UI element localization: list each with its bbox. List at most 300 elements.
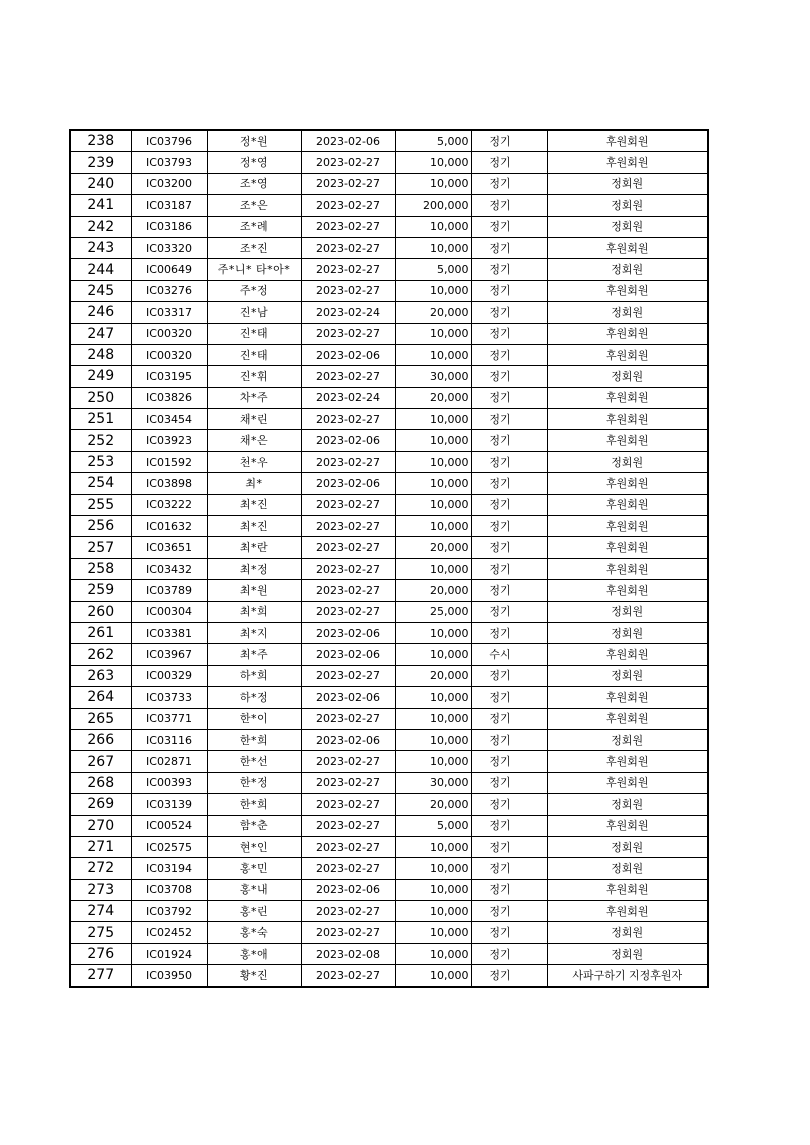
payment-type-cell: 정기 [471, 409, 547, 430]
member-name-cell: 한*선 [207, 751, 301, 772]
member-id-cell: IC03789 [131, 580, 207, 601]
payment-amount-cell: 5,000 [395, 815, 471, 836]
payment-type-cell: 정기 [471, 451, 547, 472]
payment-type-cell: 정기 [471, 580, 547, 601]
member-category-cell: 후원회원 [547, 387, 708, 408]
row-number-cell: 271 [70, 836, 131, 857]
payment-type-cell: 정기 [471, 387, 547, 408]
table-row [70, 516, 708, 537]
member-id-cell: IC03708 [131, 879, 207, 900]
member-name-cell: 최*진 [207, 516, 301, 537]
member-name-cell: 하*정 [207, 687, 301, 708]
donation-table [69, 129, 709, 988]
member-category-cell: 정회원 [547, 302, 708, 323]
member-category-cell: 사파구하기 지정후원자 [547, 965, 708, 987]
member-name-cell: 하*희 [207, 665, 301, 686]
table-row [70, 622, 708, 643]
payment-date-cell: 2023-02-27 [301, 922, 395, 943]
table-row [70, 708, 708, 729]
payment-amount-cell: 20,000 [395, 665, 471, 686]
member-category-cell: 정회원 [547, 922, 708, 943]
row-number-cell: 256 [70, 516, 131, 537]
payment-date-cell: 2023-02-27 [301, 259, 395, 280]
table-row [70, 965, 708, 987]
member-name-cell: 조*례 [207, 216, 301, 237]
member-id-cell: IC03381 [131, 622, 207, 643]
member-category-cell: 후원회원 [547, 494, 708, 515]
member-id-cell: IC03200 [131, 173, 207, 194]
member-id-cell: IC03186 [131, 216, 207, 237]
row-number-cell: 274 [70, 901, 131, 922]
payment-amount-cell: 30,000 [395, 772, 471, 793]
row-number-cell: 249 [70, 366, 131, 387]
payment-date-cell: 2023-02-27 [301, 708, 395, 729]
payment-date-cell: 2023-02-27 [301, 409, 395, 430]
row-number-cell: 251 [70, 409, 131, 430]
member-name-cell: 주*정 [207, 280, 301, 301]
member-name-cell: 최*진 [207, 494, 301, 515]
row-number-cell: 276 [70, 943, 131, 964]
payment-type-cell: 정기 [471, 173, 547, 194]
member-name-cell: 한*정 [207, 772, 301, 793]
member-name-cell: 최* [207, 473, 301, 494]
payment-date-cell: 2023-02-27 [301, 152, 395, 173]
payment-type-cell: 정기 [471, 302, 547, 323]
payment-amount-cell: 20,000 [395, 537, 471, 558]
payment-date-cell: 2023-02-24 [301, 302, 395, 323]
payment-amount-cell: 10,000 [395, 879, 471, 900]
table-row [70, 580, 708, 601]
member-name-cell: 진*휘 [207, 366, 301, 387]
table-row [70, 665, 708, 686]
member-id-cell: IC03454 [131, 409, 207, 430]
member-id-cell: IC02452 [131, 922, 207, 943]
table-row [70, 451, 708, 472]
payment-amount-cell: 20,000 [395, 794, 471, 815]
table-row [70, 879, 708, 900]
member-id-cell: IC01592 [131, 451, 207, 472]
member-category-cell: 후원회원 [547, 537, 708, 558]
payment-date-cell: 2023-02-06 [301, 644, 395, 665]
member-id-cell: IC02871 [131, 751, 207, 772]
table-row [70, 558, 708, 579]
member-id-cell: IC03733 [131, 687, 207, 708]
member-name-cell: 최*원 [207, 580, 301, 601]
payment-date-cell: 2023-02-27 [301, 751, 395, 772]
payment-type-cell: 정기 [471, 516, 547, 537]
payment-type-cell: 정기 [471, 622, 547, 643]
table-row [70, 259, 708, 280]
row-number-cell: 277 [70, 965, 131, 987]
payment-amount-cell: 10,000 [395, 152, 471, 173]
row-number-cell: 262 [70, 644, 131, 665]
member-name-cell: 정*원 [207, 130, 301, 152]
member-id-cell: IC03950 [131, 965, 207, 987]
member-name-cell: 진*태 [207, 323, 301, 344]
member-id-cell: IC03793 [131, 152, 207, 173]
row-number-cell: 244 [70, 259, 131, 280]
table-row [70, 409, 708, 430]
table-row [70, 815, 708, 836]
payment-type-cell: 정기 [471, 815, 547, 836]
member-id-cell: IC03432 [131, 558, 207, 579]
member-id-cell: IC03317 [131, 302, 207, 323]
table-row [70, 943, 708, 964]
row-number-cell: 247 [70, 323, 131, 344]
payment-amount-cell: 10,000 [395, 708, 471, 729]
member-name-cell: 채*은 [207, 430, 301, 451]
row-number-cell: 238 [70, 130, 131, 152]
member-category-cell: 후원회원 [547, 815, 708, 836]
table-body [70, 130, 708, 987]
member-category-cell: 후원회원 [547, 901, 708, 922]
row-number-cell: 267 [70, 751, 131, 772]
member-id-cell: IC01924 [131, 943, 207, 964]
member-name-cell: 홍*내 [207, 879, 301, 900]
row-number-cell: 260 [70, 601, 131, 622]
row-number-cell: 257 [70, 537, 131, 558]
payment-type-cell: 정기 [471, 237, 547, 258]
member-name-cell: 현*인 [207, 836, 301, 857]
row-number-cell: 253 [70, 451, 131, 472]
payment-date-cell: 2023-02-27 [301, 815, 395, 836]
payment-amount-cell: 10,000 [395, 494, 471, 515]
table-row [70, 858, 708, 879]
payment-amount-cell: 10,000 [395, 687, 471, 708]
payment-amount-cell: 10,000 [395, 237, 471, 258]
payment-type-cell: 정기 [471, 537, 547, 558]
member-id-cell: IC00304 [131, 601, 207, 622]
member-category-cell: 정회원 [547, 943, 708, 964]
member-category-cell: 정회원 [547, 622, 708, 643]
payment-date-cell: 2023-02-27 [301, 601, 395, 622]
member-category-cell: 정회원 [547, 451, 708, 472]
member-name-cell: 홍*민 [207, 858, 301, 879]
payment-type-cell: 정기 [471, 751, 547, 772]
table-row [70, 302, 708, 323]
row-number-cell: 245 [70, 280, 131, 301]
payment-date-cell: 2023-02-27 [301, 580, 395, 601]
payment-type-cell: 정기 [471, 708, 547, 729]
table-row [70, 237, 708, 258]
table-row [70, 216, 708, 237]
member-id-cell: IC03826 [131, 387, 207, 408]
payment-type-cell: 정기 [471, 558, 547, 579]
member-id-cell: IC03792 [131, 901, 207, 922]
table-row [70, 344, 708, 365]
member-category-cell: 후원회원 [547, 580, 708, 601]
payment-type-cell: 수시 [471, 644, 547, 665]
payment-date-cell: 2023-02-27 [301, 537, 395, 558]
payment-date-cell: 2023-02-27 [301, 965, 395, 987]
payment-amount-cell: 10,000 [395, 965, 471, 987]
payment-type-cell: 정기 [471, 901, 547, 922]
table-row [70, 323, 708, 344]
payment-type-cell: 정기 [471, 280, 547, 301]
member-category-cell: 후원회원 [547, 323, 708, 344]
member-name-cell: 주*니* 타*아* [207, 259, 301, 280]
payment-date-cell: 2023-02-06 [301, 879, 395, 900]
member-category-cell: 정회원 [547, 173, 708, 194]
row-number-cell: 273 [70, 879, 131, 900]
member-name-cell: 홍*린 [207, 901, 301, 922]
row-number-cell: 241 [70, 195, 131, 216]
payment-amount-cell: 30,000 [395, 366, 471, 387]
payment-amount-cell: 10,000 [395, 173, 471, 194]
payment-date-cell: 2023-02-27 [301, 858, 395, 879]
member-category-cell: 정회원 [547, 665, 708, 686]
member-category-cell: 후원회원 [547, 516, 708, 537]
payment-amount-cell: 10,000 [395, 409, 471, 430]
member-name-cell: 진*태 [207, 344, 301, 365]
payment-date-cell: 2023-02-27 [301, 280, 395, 301]
payment-date-cell: 2023-02-06 [301, 130, 395, 152]
payment-amount-cell: 5,000 [395, 259, 471, 280]
member-name-cell: 최*지 [207, 622, 301, 643]
member-category-cell: 후원회원 [547, 280, 708, 301]
member-name-cell: 채*린 [207, 409, 301, 430]
payment-amount-cell: 10,000 [395, 836, 471, 857]
member-name-cell: 홍*숙 [207, 922, 301, 943]
table-row [70, 794, 708, 815]
table-row [70, 387, 708, 408]
member-id-cell: IC00393 [131, 772, 207, 793]
payment-type-cell: 정기 [471, 794, 547, 815]
payment-date-cell: 2023-02-27 [301, 323, 395, 344]
row-number-cell: 264 [70, 687, 131, 708]
table-row [70, 836, 708, 857]
payment-type-cell: 정기 [471, 430, 547, 451]
row-number-cell: 239 [70, 152, 131, 173]
row-number-cell: 265 [70, 708, 131, 729]
payment-type-cell: 정기 [471, 601, 547, 622]
table-row [70, 729, 708, 750]
member-category-cell: 후원회원 [547, 687, 708, 708]
member-id-cell: IC02575 [131, 836, 207, 857]
payment-date-cell: 2023-02-06 [301, 729, 395, 750]
payment-date-cell: 2023-02-06 [301, 344, 395, 365]
member-category-cell: 정회원 [547, 195, 708, 216]
member-id-cell: IC03320 [131, 237, 207, 258]
member-category-cell: 후원회원 [547, 558, 708, 579]
row-number-cell: 261 [70, 622, 131, 643]
payment-amount-cell: 10,000 [395, 344, 471, 365]
row-number-cell: 243 [70, 237, 131, 258]
payment-date-cell: 2023-02-27 [301, 901, 395, 922]
table-row [70, 195, 708, 216]
table-row [70, 280, 708, 301]
payment-type-cell: 정기 [471, 130, 547, 152]
member-category-cell: 정회원 [547, 216, 708, 237]
row-number-cell: 240 [70, 173, 131, 194]
payment-date-cell: 2023-02-06 [301, 687, 395, 708]
member-id-cell: IC03139 [131, 794, 207, 815]
row-number-cell: 263 [70, 665, 131, 686]
member-id-cell: IC03194 [131, 858, 207, 879]
table-row [70, 130, 708, 152]
table-row [70, 922, 708, 943]
payment-type-cell: 정기 [471, 259, 547, 280]
member-id-cell: IC00524 [131, 815, 207, 836]
payment-amount-cell: 5,000 [395, 130, 471, 152]
member-id-cell: IC00320 [131, 323, 207, 344]
member-category-cell: 정회원 [547, 366, 708, 387]
table-row [70, 473, 708, 494]
member-category-cell: 후원회원 [547, 344, 708, 365]
row-number-cell: 248 [70, 344, 131, 365]
payment-amount-cell: 10,000 [395, 558, 471, 579]
table-row [70, 901, 708, 922]
payment-type-cell: 정기 [471, 344, 547, 365]
table-row [70, 601, 708, 622]
payment-amount-cell: 10,000 [395, 473, 471, 494]
row-number-cell: 254 [70, 473, 131, 494]
member-name-cell: 차*주 [207, 387, 301, 408]
member-name-cell: 최*정 [207, 558, 301, 579]
member-name-cell: 한*희 [207, 729, 301, 750]
payment-amount-cell: 10,000 [395, 516, 471, 537]
member-category-cell: 정회원 [547, 858, 708, 879]
payment-type-cell: 정기 [471, 323, 547, 344]
payment-type-cell: 정기 [471, 965, 547, 987]
row-number-cell: 268 [70, 772, 131, 793]
member-name-cell: 최*주 [207, 644, 301, 665]
payment-amount-cell: 25,000 [395, 601, 471, 622]
payment-date-cell: 2023-02-24 [301, 387, 395, 408]
payment-type-cell: 정기 [471, 729, 547, 750]
table-row [70, 494, 708, 515]
member-name-cell: 정*영 [207, 152, 301, 173]
payment-date-cell: 2023-02-27 [301, 665, 395, 686]
payment-amount-cell: 10,000 [395, 922, 471, 943]
member-name-cell: 천*우 [207, 451, 301, 472]
payment-type-cell: 정기 [471, 836, 547, 857]
member-name-cell: 조*진 [207, 237, 301, 258]
member-category-cell: 후원회원 [547, 644, 708, 665]
member-category-cell: 후원회원 [547, 430, 708, 451]
member-category-cell: 후원회원 [547, 152, 708, 173]
table-row [70, 537, 708, 558]
row-number-cell: 258 [70, 558, 131, 579]
member-id-cell: IC03276 [131, 280, 207, 301]
table-row [70, 430, 708, 451]
member-category-cell: 후원회원 [547, 772, 708, 793]
payment-date-cell: 2023-02-27 [301, 516, 395, 537]
payment-type-cell: 정기 [471, 687, 547, 708]
payment-date-cell: 2023-02-27 [301, 237, 395, 258]
member-category-cell: 후원회원 [547, 473, 708, 494]
row-number-cell: 259 [70, 580, 131, 601]
table-row [70, 366, 708, 387]
member-name-cell: 조*은 [207, 195, 301, 216]
member-id-cell: IC03116 [131, 729, 207, 750]
member-category-cell: 정회원 [547, 836, 708, 857]
member-name-cell: 진*남 [207, 302, 301, 323]
payment-amount-cell: 20,000 [395, 387, 471, 408]
member-id-cell: IC00649 [131, 259, 207, 280]
payment-type-cell: 정기 [471, 772, 547, 793]
member-id-cell: IC03898 [131, 473, 207, 494]
payment-amount-cell: 10,000 [395, 451, 471, 472]
payment-type-cell: 정기 [471, 195, 547, 216]
member-id-cell: IC03187 [131, 195, 207, 216]
payment-amount-cell: 10,000 [395, 644, 471, 665]
row-number-cell: 252 [70, 430, 131, 451]
payment-amount-cell: 10,000 [395, 622, 471, 643]
row-number-cell: 270 [70, 815, 131, 836]
payment-date-cell: 2023-02-27 [301, 494, 395, 515]
row-number-cell: 275 [70, 922, 131, 943]
payment-date-cell: 2023-02-06 [301, 622, 395, 643]
member-category-cell: 후원회원 [547, 130, 708, 152]
payment-date-cell: 2023-02-27 [301, 772, 395, 793]
member-name-cell: 함*춘 [207, 815, 301, 836]
row-number-cell: 269 [70, 794, 131, 815]
payment-amount-cell: 10,000 [395, 729, 471, 750]
payment-date-cell: 2023-02-27 [301, 794, 395, 815]
payment-amount-cell: 10,000 [395, 901, 471, 922]
row-number-cell: 242 [70, 216, 131, 237]
row-number-cell: 272 [70, 858, 131, 879]
payment-amount-cell: 10,000 [395, 430, 471, 451]
row-number-cell: 266 [70, 729, 131, 750]
payment-date-cell: 2023-02-27 [301, 836, 395, 857]
member-category-cell: 후원회원 [547, 751, 708, 772]
payment-type-cell: 정기 [471, 473, 547, 494]
payment-date-cell: 2023-02-27 [301, 195, 395, 216]
member-name-cell: 조*영 [207, 173, 301, 194]
member-id-cell: IC00320 [131, 344, 207, 365]
member-id-cell: IC03771 [131, 708, 207, 729]
table-row [70, 152, 708, 173]
member-id-cell: IC03967 [131, 644, 207, 665]
payment-type-cell: 정기 [471, 858, 547, 879]
table-row [70, 173, 708, 194]
member-category-cell: 정회원 [547, 729, 708, 750]
payment-date-cell: 2023-02-08 [301, 943, 395, 964]
table-row [70, 751, 708, 772]
payment-amount-cell: 10,000 [395, 323, 471, 344]
member-id-cell: IC03222 [131, 494, 207, 515]
member-name-cell: 한*희 [207, 794, 301, 815]
member-category-cell: 후원회원 [547, 879, 708, 900]
payment-date-cell: 2023-02-27 [301, 366, 395, 387]
payment-amount-cell: 20,000 [395, 580, 471, 601]
payment-date-cell: 2023-02-27 [301, 173, 395, 194]
member-name-cell: 최*희 [207, 601, 301, 622]
payment-date-cell: 2023-02-27 [301, 558, 395, 579]
payment-amount-cell: 10,000 [395, 858, 471, 879]
payment-type-cell: 정기 [471, 494, 547, 515]
member-id-cell: IC03651 [131, 537, 207, 558]
member-category-cell: 정회원 [547, 601, 708, 622]
member-id-cell: IC03195 [131, 366, 207, 387]
payment-amount-cell: 20,000 [395, 302, 471, 323]
payment-amount-cell: 10,000 [395, 943, 471, 964]
payment-type-cell: 정기 [471, 665, 547, 686]
row-number-cell: 255 [70, 494, 131, 515]
member-category-cell: 후원회원 [547, 708, 708, 729]
member-id-cell: IC03796 [131, 130, 207, 152]
member-name-cell: 홍*애 [207, 943, 301, 964]
payment-type-cell: 정기 [471, 879, 547, 900]
payment-date-cell: 2023-02-06 [301, 430, 395, 451]
table-row [70, 772, 708, 793]
payment-amount-cell: 10,000 [395, 751, 471, 772]
payment-type-cell: 정기 [471, 216, 547, 237]
row-number-cell: 246 [70, 302, 131, 323]
member-name-cell: 황*진 [207, 965, 301, 987]
